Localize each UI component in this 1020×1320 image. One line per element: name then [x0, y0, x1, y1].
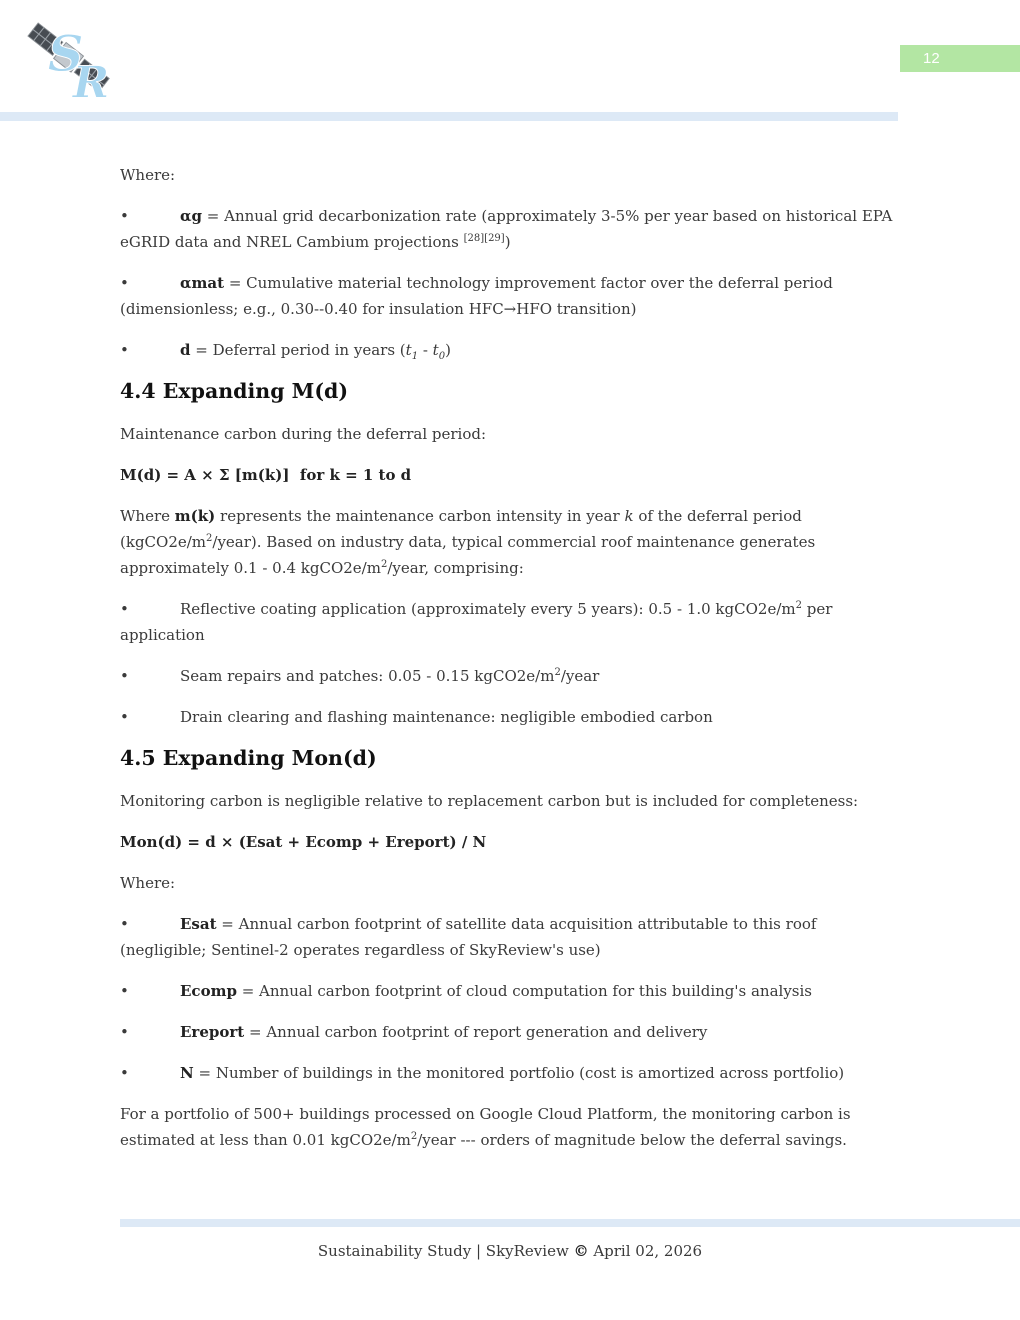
text-run: Seam repairs and patches: 0.05 - 0.15 kgCO2e/m	[180, 667, 555, 685]
formula-line	[120, 829, 903, 855]
bullet-item	[120, 911, 903, 963]
text-run: = Cumulative material technology improvement factor over the deferral period (dimensionless; e.g., 0.30--0.40 for insulation HFC→HFO transition)	[120, 274, 833, 318]
formula-line	[120, 462, 903, 488]
text-run: = Deferral period in years (	[190, 341, 406, 359]
text-run: αg	[180, 207, 203, 225]
bullet-item	[120, 1060, 903, 1086]
bullet-item	[120, 337, 903, 363]
bullet-marker: •	[120, 600, 129, 618]
text-run: 0	[438, 351, 446, 362]
text-run: Mon(d) = d × (Esat + Ecomp + Ereport) / N	[120, 833, 487, 851]
bullet-marker: •	[120, 341, 129, 359]
text-run: M(d) = A × Σ [m(k)] for k = 1 to d	[120, 466, 412, 484]
paragraph	[120, 788, 903, 814]
text-run: Esat	[180, 915, 217, 933]
text-run: d	[180, 341, 191, 359]
bullet-item	[120, 270, 903, 322]
bullet-item	[120, 596, 903, 648]
text-run: N	[180, 1064, 194, 1082]
text-run: t	[405, 341, 412, 359]
text-run: ©	[573, 1242, 589, 1260]
text-run: Where:	[120, 166, 176, 184]
text-run: Sustainability Study | SkyReview	[317, 1242, 574, 1260]
text-run: -	[418, 341, 433, 359]
bullet-item	[120, 978, 903, 1004]
bullet-marker: •	[120, 915, 129, 933]
text-run: 2	[554, 667, 561, 678]
text-run: Drain clearing and flashing maintenance: negligible embodied carbon	[180, 708, 713, 726]
skyreview-logo	[22, 12, 114, 104]
logo-letter-r: R	[72, 57, 110, 104]
bullet-marker: •	[120, 207, 129, 225]
bullet-item	[120, 1019, 903, 1045]
text-run: k	[624, 507, 634, 525]
text-run: Ecomp	[180, 982, 237, 1000]
bullet-marker: •	[120, 667, 129, 685]
paragraph	[120, 1101, 903, 1153]
paragraph	[120, 503, 903, 581]
satellite-icon	[22, 12, 114, 104]
bullet-item	[120, 203, 903, 255]
text-run: 2	[795, 600, 802, 611]
text-run: Monitoring carbon is negligible relative to replacement carbon but is included for completeness:	[120, 792, 859, 810]
text-run: 1	[411, 351, 419, 362]
text-run: of the deferral period (kgCO2e/m	[120, 507, 802, 551]
text-run: 2	[380, 559, 388, 570]
bullet-marker: •	[120, 1023, 129, 1041]
paragraph	[120, 870, 903, 896]
bullet-marker: •	[120, 982, 129, 1000]
text-run: 2	[410, 1131, 418, 1142]
header-rule	[0, 112, 898, 121]
text-run: = Annual carbon footprint of cloud computation for this building's analysis	[236, 982, 812, 1000]
text-run: /year --- orders of magnitude below the deferral savings.	[417, 1131, 847, 1149]
text-run: = Annual grid decarbonization rate (approximately 3-5% per year based on historical EPA eGRID data and NREL Cambium projections	[120, 207, 893, 251]
paragraph	[120, 421, 903, 447]
page-number-badge: 12	[900, 45, 1020, 72]
text-run: = Annual carbon footprint of satellite data acquisition attributable to this roof (negligible; Sentinel-2 operates regardless of SkyReview's use)	[120, 915, 817, 959]
text-run: /year). Based on industry data, typical commercial roof maintenance generates approximately 0.1 - 0.4 kgCO2e/m	[120, 533, 816, 577]
text-run: represents the maintenance carbon intensity in year	[215, 507, 625, 525]
bullet-item	[120, 704, 903, 730]
bullet-marker: •	[120, 708, 129, 726]
text-run: 4.4 Expanding M(d)	[120, 379, 349, 403]
section-heading	[120, 745, 903, 772]
text-run: [28][29]	[463, 233, 505, 244]
text-run: )	[504, 233, 511, 251]
text-run: /year	[560, 667, 600, 685]
text-run: Maintenance carbon during the deferral period:	[120, 425, 487, 443]
text-run: m(k)	[174, 507, 216, 525]
footer-rule	[120, 1219, 1020, 1227]
text-run: Ereport	[180, 1023, 245, 1041]
text-run: /year, comprising:	[387, 559, 524, 577]
text-run: = Number of buildings in the monitored portfolio (cost is amortized across portfolio)	[193, 1064, 845, 1082]
bullet-marker: •	[120, 1064, 129, 1082]
text-run: 4.5 Expanding Mon(d)	[120, 746, 377, 770]
logo-letter-s: S	[47, 23, 84, 83]
text-run: per application	[120, 600, 833, 644]
text-run: Where:	[120, 874, 176, 892]
text-run: )	[445, 341, 451, 359]
section-heading	[120, 378, 903, 405]
footer-text	[0, 1238, 1020, 1264]
bullet-marker: •	[120, 274, 129, 292]
text-run: αmat	[180, 274, 225, 292]
text-run: Where	[120, 507, 175, 525]
text-run: Reflective coating application (approximately every 5 years): 0.5 - 1.0 kgCO2e/m	[180, 600, 796, 618]
paragraph	[120, 162, 903, 188]
text-run: 2	[206, 533, 213, 544]
bullet-item	[120, 663, 903, 689]
text-run: = Annual carbon footprint of report generation and delivery	[244, 1023, 708, 1041]
text-run: t	[432, 341, 439, 359]
text-run: April 02, 2026	[588, 1242, 703, 1260]
document-body	[120, 162, 903, 1168]
text-run: For a portfolio of 500+ buildings processed on Google Cloud Platform, the monitoring carbon is estimated at less than 0.01 kgCO2e/m	[120, 1105, 851, 1149]
